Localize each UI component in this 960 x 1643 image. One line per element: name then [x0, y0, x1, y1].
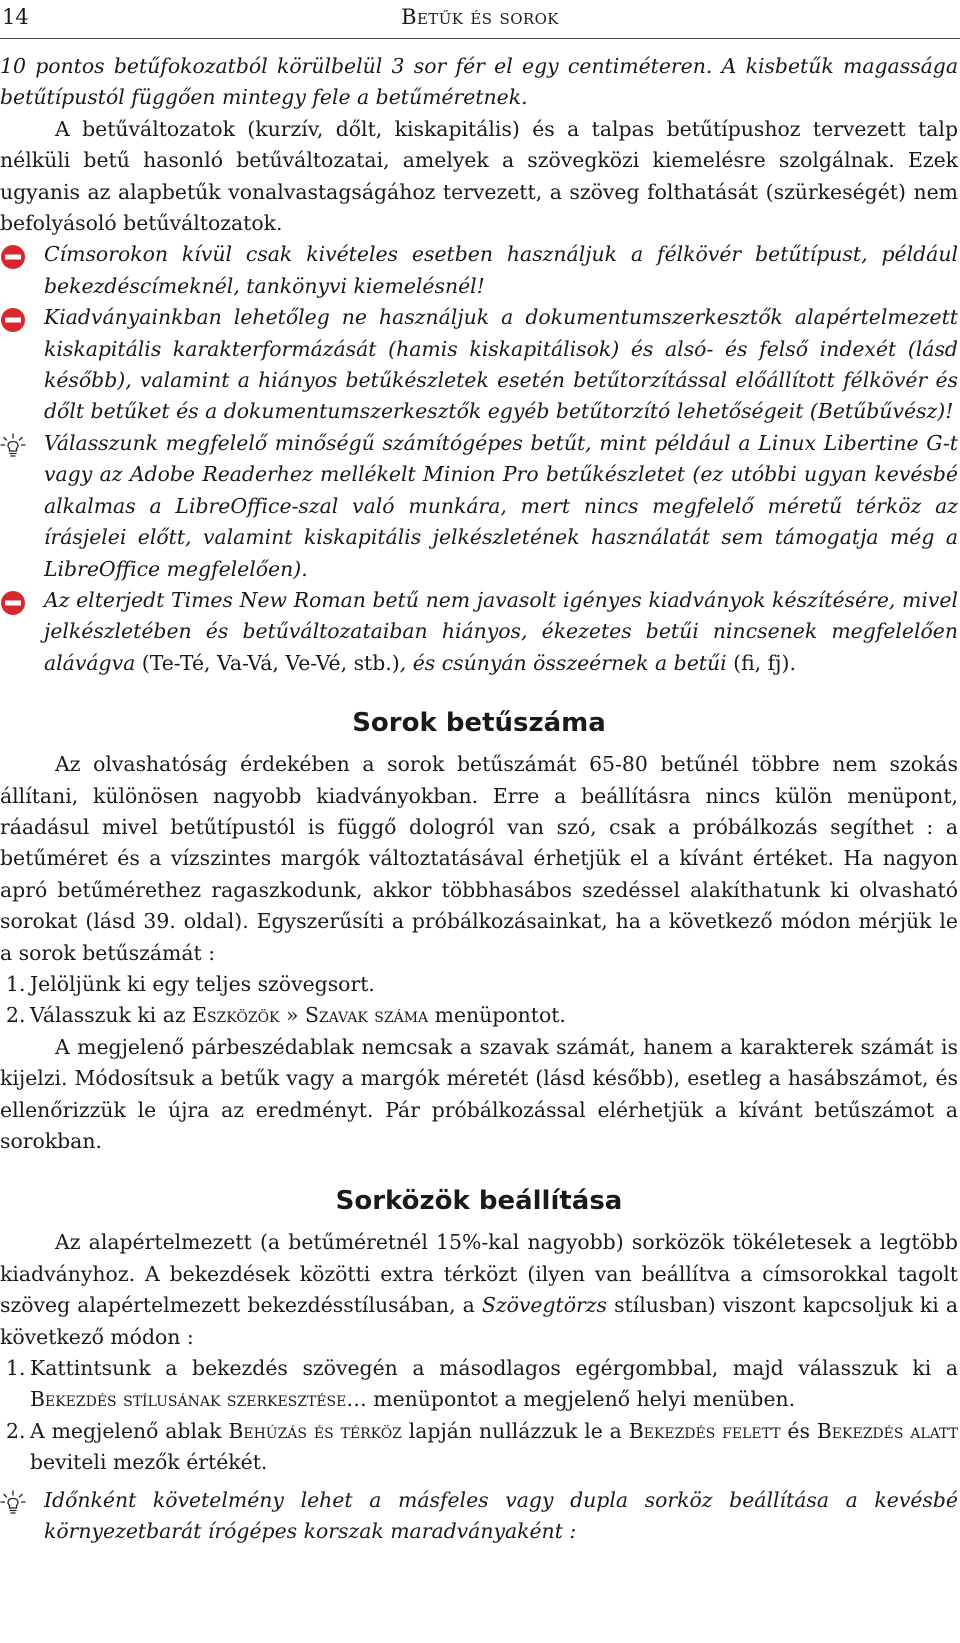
tab-name: Behúzás és térköz: [228, 1418, 402, 1443]
no-entry-icon: [0, 590, 26, 616]
note-text: Az elterjedt Times New Roman betű nem javasolt igényes kiadványok készítésére, mivel jelkészletében és betűváltozataiban hiányos, ékezetes betűi nincsenek megfelelően alávágva (Te-Té, Va-Vá, Ve-Vé, stb.), és csúnyán összeérnek a betűi (fi, fj).: [44, 587, 958, 675]
lightbulb-icon: [0, 1490, 26, 1516]
menu-path: Eszközök » Szavak száma: [192, 1003, 429, 1028]
intro-paragraph: 10 pontos betűfokozatból körülbelül 3 sor fér el egy centiméteren. A kisbetűk magassága betűtípustól függően mintegy fele a betűméretnek.: [0, 54, 958, 110]
field-name: Bekezdés alatt: [816, 1418, 958, 1443]
line-length-paragraph: Az olvashatóság érdekében a sorok betűszámát 65-80 betűnél többre nem szokás állítani, különösen nagyobb kiadványokban. Erre a beállításra nincs külön menüpont, ráadásul mivel betűtípustól is függő dologról van szó, csak a próbálkozás segíthet : a betűméret és a vízszintes margók változtatásával érhetjük el a kívánt értéket. Ha nagyon apró betűmérethez ragaszkodunk, akkor többhasábos szedéssel alakíthatunk ki olvasható sorokat (lásd 39. oldal). Egyszerűsíti a próbálkozásainkat, ha a következő módon mérjük le a sorok betűszámát :: [0, 752, 958, 965]
note-text: Válasszunk megfelelő minőségű számítógépes betűt, mint például a Linux Libertine G-t vagy az Adobe Readerhez mellékelt Minion Pro betűkészletet (ez utóbbi ugyan kevésbé alkalmas a LibreOffice-szal való munkára, mert nincs megfelelő méretű térköz az írásjelei előtt, valamint kiskapitális jelkészletének használatát sem támogatja még a LibreOffice megfelelően).: [44, 430, 958, 581]
section-heading-line-length: Sorok betűszáma: [352, 708, 606, 739]
section-heading-line-spacing: Sorközök beállítása: [335, 1186, 623, 1217]
note-text: Időnként követelmény lehet a másfeles vagy dupla sorköz beállítása a kevésbé környezetbarát írógépes korszak maradványaként :: [44, 1487, 958, 1544]
line-spacing-steps: [0, 1353, 958, 1479]
lightbulb-icon: [0, 433, 26, 459]
list-item: 2. Válasszuk ki az Eszközök » Szavak száma menüpontot.: [6, 1003, 566, 1028]
note-bold-warning: [0, 239, 958, 302]
list-item: 2. A megjelenő ablak Behúzás és térköz lapján nullázzuk le a Bekezdés felett és Bekezdés alatt beviteli mezők értékét.: [6, 1418, 958, 1475]
line-length-paragraph-2: A megjelenő párbeszédablak nemcsak a szavak számát, hanem a karakterek számát is kijelzi. Módosítsuk a betűk vagy a margók méretét (lásd később), esetleg a hasábszámot, és ellenőrizzük le újra az eredményt. Pár próbálkozással elérhetjük a kívánt betűszámot a sorokban.: [0, 1034, 958, 1153]
no-entry-icon: [0, 307, 26, 333]
list-item: 1. Jelöljünk ki egy teljes szövegsort.: [6, 971, 375, 996]
page-header: [0, 0, 960, 38]
line-spacing-paragraph: Az alapértelmezett (a betűméretnél 15%-kal nagyobb) sorközök tökéletesek a legtöbb kiadványhoz. A bekezdések közötti extra térközt (ilyen van beállítva a címsorokkal tagolt szöveg alapértelmezett bekezdésstílusában, a Szövegtörzs stílusban) viszont kapcsoljuk ki a következő módon :: [0, 1230, 958, 1349]
note-smallcaps-warning: [0, 302, 958, 428]
variants-paragraph: A betűváltozatok (kurzív, dőlt, kiskapitális) és a talpas betűtípushoz tervezett talp nélküli betű hasonló betűváltozatai, amelyek a szövegközi kiemelésre szolgálnak. Ezek ugyanis az alapbetűk vonalvastagságához tervezett, a szöveg folthatását (szürkeségét) nem befolyásoló betűváltozatok.: [0, 116, 958, 236]
page-number: 14: [2, 5, 29, 29]
note-font-tip: [0, 428, 958, 585]
note-text: Kiadványainkban lehetőleg ne használjuk a dokumentumszerkesztők alapértelmezett kiskapitális karakterformázását (hamis kiskapitálisok) és alsó- és felső indexét (lásd később), valamint a hiányos betűkészletek esetén betűtorzítással előállított félkövér és dőlt betűket és a dokumentumszerkesztők egyéb betűtorzító lehetőségeit (Betűbűvész)!: [44, 305, 958, 424]
no-entry-icon: [0, 244, 26, 270]
menu-path: Bekezdés stílusának szerkesztése…: [30, 1387, 367, 1412]
field-name: Bekezdés felett: [628, 1418, 781, 1443]
header-rule: [0, 38, 960, 39]
page-content: [0, 51, 958, 1547]
list-item: 1. Kattintsunk a bekezdés szövegén a másodlagos egérgombbal, majd válasszuk ki a Bekezdés stílusának szerkesztése… menüpontot a megjelenő helyi menüben.: [6, 1356, 958, 1412]
line-length-steps: [0, 969, 958, 1032]
note-double-spacing-tip: [0, 1485, 958, 1548]
note-text: Címsorokon kívül csak kivételes esetben használjuk a félkövér betűtípust, például bekezdéscímeknél, tankönyvi kiemelésnél!: [44, 242, 958, 298]
running-title: Betűk és sorok: [401, 5, 559, 29]
note-times-warning: [0, 585, 958, 679]
